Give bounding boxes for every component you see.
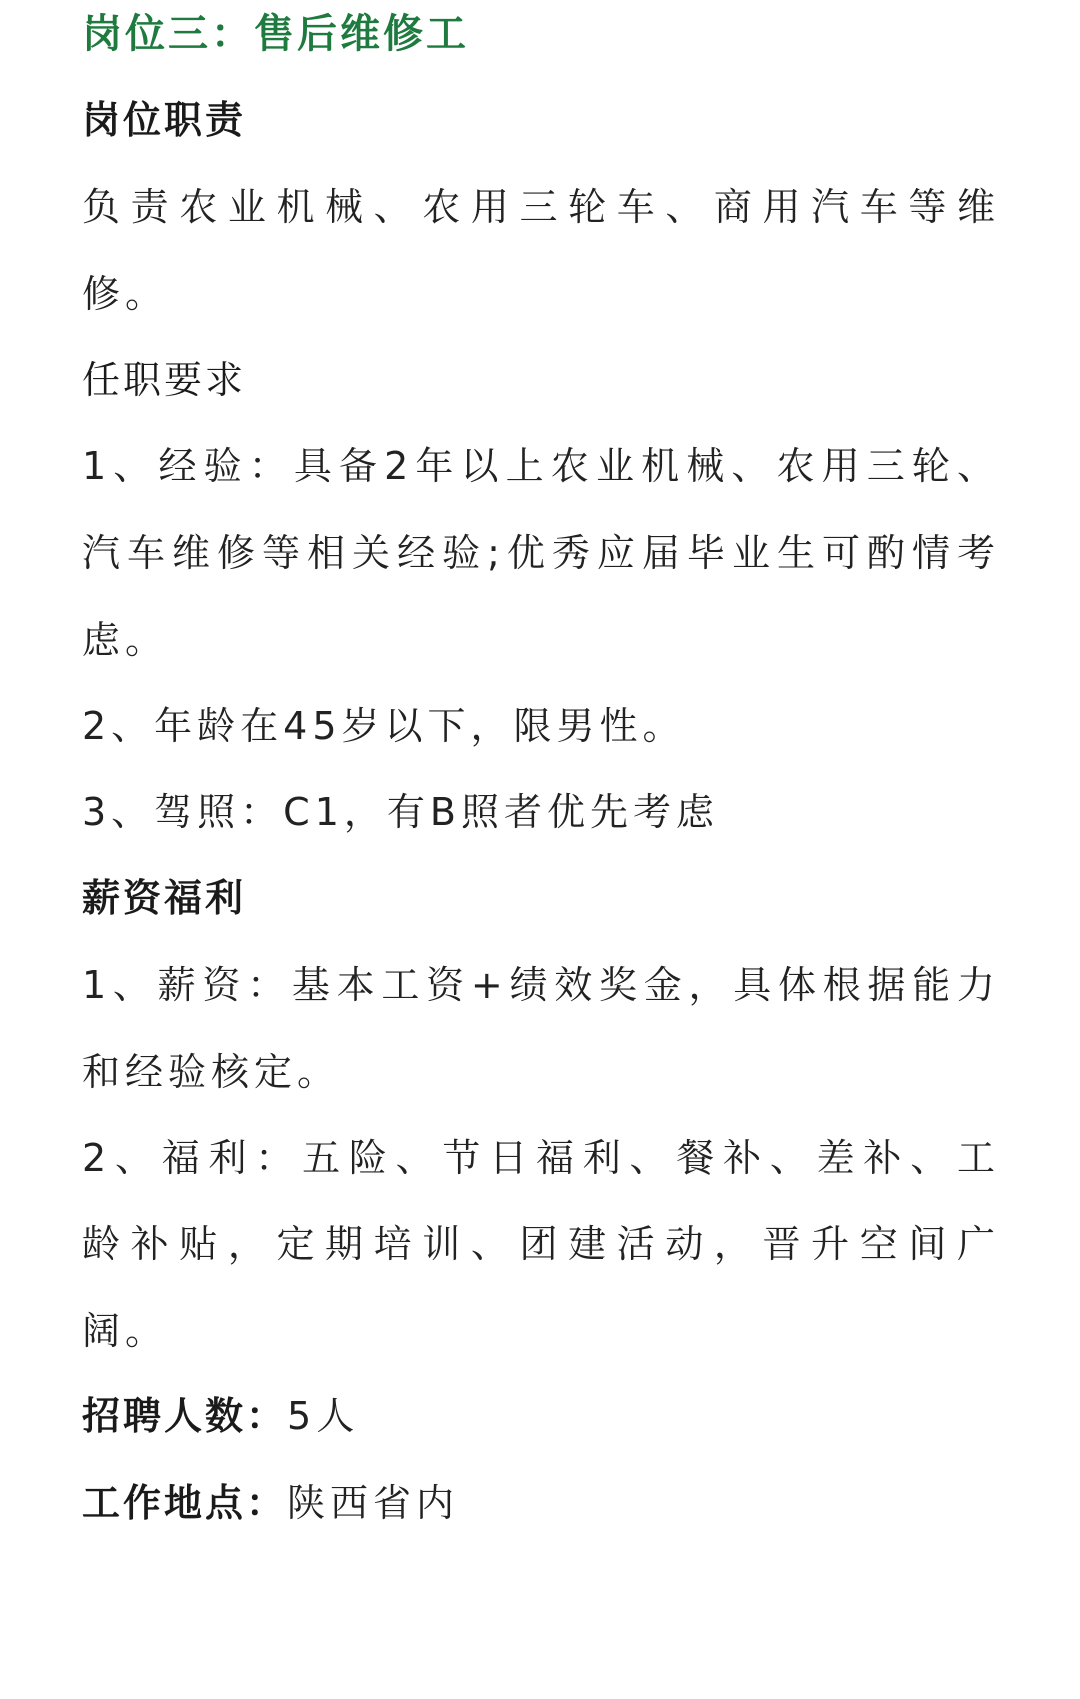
benefit-line: 2、福利：五险、节日福利、餐补、差补、工 [82, 1136, 1000, 1180]
headcount-row [82, 1392, 1000, 1440]
headcount-value: 5人 [287, 1394, 360, 1438]
location-label: 工作地点： [82, 1481, 288, 1525]
benefits-heading: 薪资福利 [82, 876, 247, 920]
requirement-line: 虑。 [82, 618, 169, 662]
requirements-heading: 任职要求 [82, 358, 247, 402]
benefit-line: 龄补贴，定期培训、团建活动，晋升空间广 [82, 1222, 1000, 1266]
duties-line: 负责农业机械、农用三轮车、商用汽车等维 [82, 185, 1000, 229]
page-title: 岗位三：售后维修工 [82, 11, 469, 57]
requirement-line: 2、年龄在45岁以下，限男性。 [82, 704, 686, 748]
requirement-line: 1、经验：具备2年以上农业机械、农用三轮、 [82, 444, 1000, 488]
requirement-line: 汽车维修等相关经验;优秀应届毕业生可酌情考 [82, 531, 1000, 575]
duties-line: 修。 [82, 272, 169, 316]
benefit-line: 和经验核定。 [82, 1050, 341, 1094]
duties-heading: 岗位职责 [82, 98, 247, 142]
benefit-line: 阔。 [82, 1309, 169, 1353]
location-row [82, 1479, 1000, 1527]
location-value: 陕西省内 [287, 1481, 460, 1525]
headcount-label: 招聘人数： [82, 1394, 288, 1438]
requirement-line: 3、驾照：C1，有B照者优先考虑 [82, 790, 719, 834]
benefit-line: 1、薪资：基本工资+绩效奖金，具体根据能力 [82, 963, 1000, 1007]
